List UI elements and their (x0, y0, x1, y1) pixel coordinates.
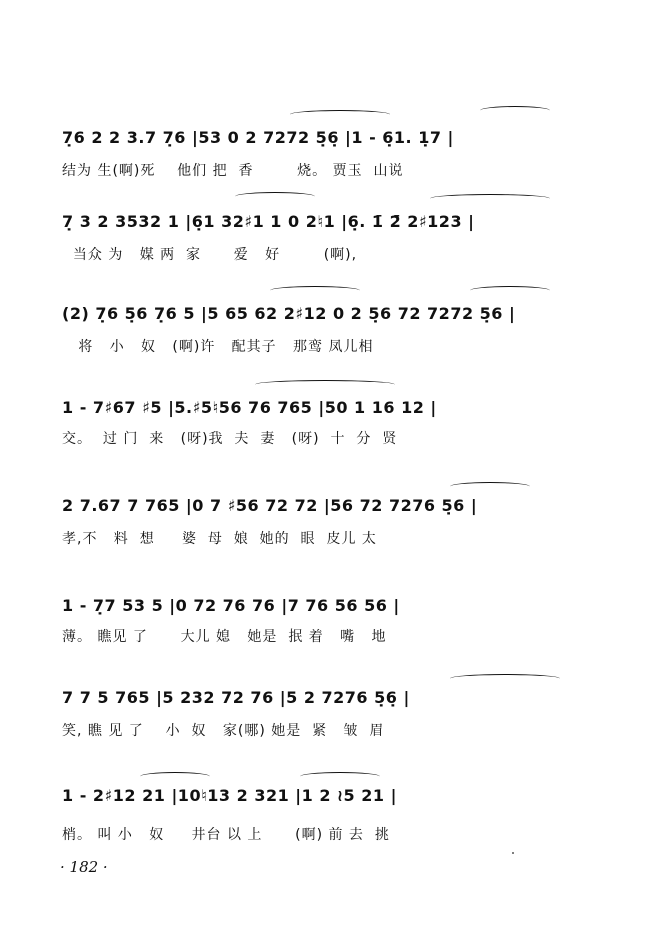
print-speck (512, 852, 514, 854)
page-number: · 182 · (60, 858, 108, 876)
slur (450, 674, 560, 683)
lyrics-line: 交。 过 门 来 (呀)我 夫 妻 (呀) 十 分 贤 (62, 431, 398, 447)
notes-line: 7̣ 3 2 3532 1 |6̣1 32♯1 1 0 2♮1 |6̣. 1̄ 2̄ 2♯123 | (62, 212, 475, 231)
lyrics-line: 结为 生(啊)死 他们 把 香 烧。 贾玉 山说 (62, 163, 404, 179)
lyrics-line: 薄。 瞧见 了 大儿 媳 她是 抿 着 嘴 地 (62, 629, 387, 645)
slur (480, 106, 550, 115)
score-system-6 (0, 582, 655, 672)
lyrics-line: 当众 为 媒 两 家 爱 好 (啊), (62, 247, 358, 263)
slur (430, 194, 550, 203)
slur (255, 380, 395, 389)
score-system-3 (0, 280, 655, 370)
score-system-7 (0, 674, 655, 764)
slur (470, 286, 550, 295)
notes-line: 7 7 5 765 |5 232 72 76 |5 2 7276 5̣6̣ | (62, 688, 410, 707)
score-system-5 (0, 482, 655, 572)
lyrics-line: 孝,不 料 想 婆 母 娘 她的 眼 皮儿 太 (62, 531, 377, 547)
slur (300, 772, 380, 781)
slur (270, 286, 360, 295)
notes-line: 1 - 7♯67 ♯5 |5.♯5♮56 76 765 |50 1 16 12 | (62, 398, 437, 417)
slur (290, 110, 390, 119)
score-system-8 (0, 770, 655, 860)
score-system-4 (0, 380, 655, 470)
slur (450, 482, 530, 491)
lyrics-line: 笑, 瞧 见 了 小 奴 家(哪) 她是 紧 皱 眉 (62, 723, 385, 739)
slur (235, 192, 315, 201)
notes-line: 1 - 7̣7 53 5 |0 72 76 76 |7 76 56 56 | (62, 596, 400, 615)
notes-line: 2 7.67 7 765 |0 7 ♯56 72 72 |56 72 7276 5̣6 | (62, 496, 478, 515)
notes-line: (2) 7̣6 5̣6 7̣6 5 |5 65 62 2♯12 0 2 5̣6 72 7272 5̣6 | (62, 304, 516, 323)
slur (140, 772, 210, 781)
lyrics-line: 将 小 奴 (啊)许 配其子 那鸾 凤儿相 (62, 339, 374, 355)
score-system-1 (0, 100, 655, 190)
lyrics-line: 梢。 叫 小 奴 井台 以 上 (啊) 前 去 挑 (62, 827, 390, 843)
notes-line: 1 - 2♯12 21 |10♮13 2 321 |1 2 ≀5 21 | (62, 786, 397, 805)
notes-line: 7̣6 2 2 3.7 7̣6 |53 0 2 7272 5̣6̣ |1 - 6̣1. 1̣7 | (62, 128, 454, 147)
score-system-2 (0, 190, 655, 280)
